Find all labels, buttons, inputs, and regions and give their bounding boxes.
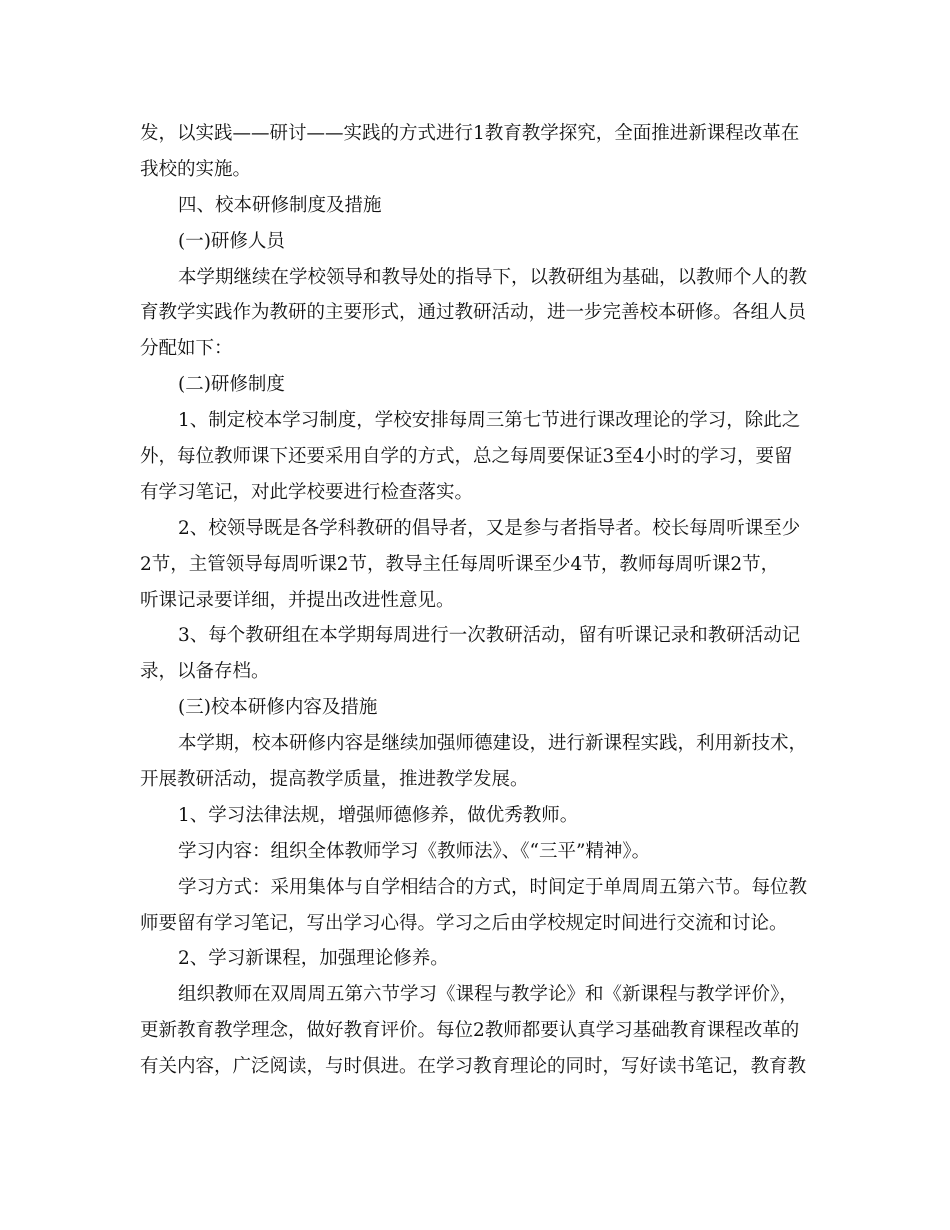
text-line: 师要留有学习笔记，写出学习心得。学习之后由学校规定时间进行交流和讨论。 xyxy=(140,912,788,934)
text-line: 外，每位教师课下还要采用自学的方式，总之每周要保证3至4小时的学习，要留 xyxy=(140,446,793,468)
text-line: 3、每个教研组在本学期每周进行一次教研活动，留有听课记录和教研活动记 xyxy=(178,625,801,647)
text-line: 1、制定校本学习制度，学校安排每周三第七节进行课改理论的学习，除此之 xyxy=(178,410,801,432)
text-line: 2、校领导既是各学科教研的倡导者，又是参与者指导者。校长每周听课至少 xyxy=(178,517,801,539)
text-line: 有关内容，广泛阅读，与时俱进。在学习教育理论的同时，写好读书笔记，教育教 xyxy=(140,1056,807,1078)
text-line: 发，以实践——研讨——实践的方式进行1教育教学探究，全面推进新课程改革在 xyxy=(140,123,800,144)
section-heading: 四、校本研修制度及措施 xyxy=(178,194,382,216)
subsection-heading: (二)研修制度 xyxy=(178,374,285,396)
text-line: 开展教研活动，提高教学质量，推进教学发展。 xyxy=(140,769,529,791)
text-line: 我校的实施。 xyxy=(140,158,252,180)
text-line: 2节，主管领导每周听课2节，教导主任每周听课至少4节，教师每周听课2节， xyxy=(140,553,780,575)
text-line: 育教学实践作为教研的主要形式，通过教研活动，进一步完善校本研修。各组人员 xyxy=(140,302,807,324)
text-line: 分配如下： xyxy=(140,338,233,360)
text-line: 听课记录要详细，并提出改进性意见。 xyxy=(140,589,455,611)
text-line: 1、学习法律法规，增强师德修养，做优秀教师。 xyxy=(178,804,579,826)
text-line: 组织教师在双周周五第六节学习《课程与教学论》和《新课程与教学评价》， xyxy=(178,984,798,1006)
document-body xyxy=(140,116,820,1085)
text-line: 2、学习新课程，加强理论修养。 xyxy=(178,948,449,970)
text-line: 录，以备存档。 xyxy=(140,661,270,683)
subsection-heading: (三)校本研修内容及措施 xyxy=(178,697,378,719)
text-line: 更新教育教学理念，做好教育评价。每位2教师都要认真学习基础教育课程改革的 xyxy=(140,1020,800,1042)
text-line: 有学习笔记，对此学校要进行检查落实。 xyxy=(140,481,474,503)
text-line: 本学期继续在学校领导和教导处的指导下，以教研组为基础，以教师个人的教 xyxy=(178,266,808,288)
text-line: 本学期，校本研修内容是继续加强师德建设，进行新课程实践，利用新技术， xyxy=(178,733,808,755)
text-line: 学习方式：采用集体与自学相结合的方式，时间定于单周周五第六节。每位教 xyxy=(178,876,808,898)
text-line: 学习内容：组织全体教师学习《教师法》、《“三平”精神》。 xyxy=(178,840,651,862)
subsection-heading: (一)研修人员 xyxy=(178,230,285,252)
